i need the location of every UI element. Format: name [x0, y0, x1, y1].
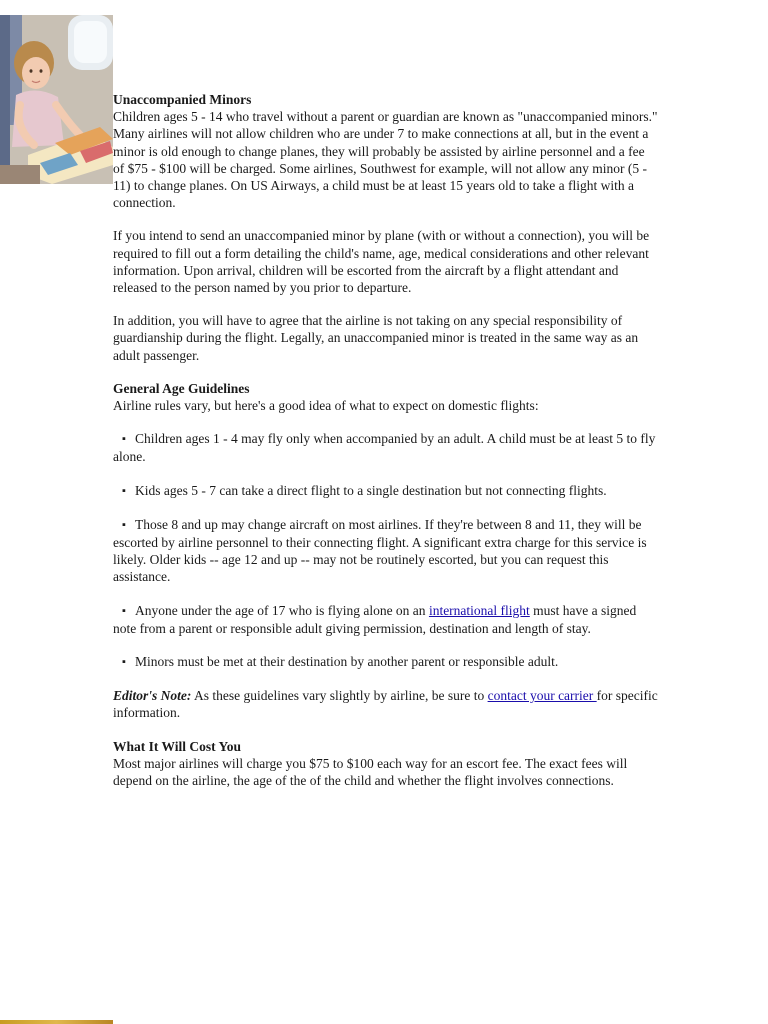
list-item — [113, 430, 658, 465]
heading-cost: What It Will Cost You — [113, 738, 242, 754]
heading-general-age-guidelines: General Age Guidelines — [113, 380, 250, 396]
bullet-icon: ▪ — [122, 484, 126, 497]
bullet-icon: ▪ — [122, 656, 126, 669]
bullet-text: Kids ages 5 - 7 can take a direct flight to a single destination but not connecting flights. — [135, 482, 607, 498]
bullet-text: Anyone under the age of 17 who is flying alone on an — [135, 602, 429, 618]
editors-note-label: Editor's Note: — [113, 688, 192, 704]
guidelines-intro: Airline rules vary, but here's a good idea of what to expect on domestic flights: — [113, 398, 539, 414]
heading-unaccompanied-minors: Unaccompanied Minors — [113, 92, 252, 107]
bullet-text: must have a signed note from a parent or responsible adult giving permission, destination and length of stay. — [113, 602, 637, 636]
paragraph-guardianship: In addition, you will have to agree that the airline is not taking on any special responsibility of guardianship during the flight. Legally, an unaccompanied minor is treated in the same way as an adult passenger. — [113, 313, 639, 363]
editors-note-text-end: for specific information. — [113, 688, 658, 721]
list-item — [113, 653, 658, 671]
paragraph-intro: Children ages 5 - 14 who travel without a parent or guardian are known as "unaccompanied minors." Many airlines will not allow children who are under 7 to make connections at all, but in the event a minor is old enough to change planes, they will probably be assisted by airline personnel and a fee of $75 - $100 will be charged. Some airlines, Southwest for example, will not allow any minor (5 - 11) to change planes. On US Airways, a child must be at least 15 years old to take a flight with a connection. — [113, 109, 658, 211]
bottom-decoration-strip — [0, 1020, 113, 1024]
bullet-icon: ▪ — [122, 518, 126, 531]
paragraph-form-requirements: If you intend to send an unaccompanied minor by plane (with or without a connection), you will be required to fill out a form detailing the child's name, age, medical considerations and other relevant information. Upon arrival, children will be escorted from the aircraft by a flight attendant and released to the person named by you prior to departure. — [113, 228, 650, 296]
bullet-text: Minors must be met at their destination by another parent or responsible adult. — [135, 654, 559, 670]
section-general-age-guidelines — [113, 380, 658, 414]
international-flight-link[interactable]: international flight — [428, 602, 530, 618]
section-unaccompanied-minors — [113, 91, 658, 211]
list-item — [113, 516, 658, 586]
contact-carrier-link[interactable]: contact your carrier — [487, 688, 597, 704]
article-content — [113, 91, 658, 805]
bullet-icon: ▪ — [122, 433, 126, 446]
section-cost — [113, 738, 658, 790]
editors-note — [113, 687, 658, 721]
bullet-icon: ▪ — [122, 604, 126, 617]
child-photo — [0, 15, 113, 184]
paragraph-cost: Most major airlines will charge you $75 to $100 each way for an escort fee. The exact fees will depend on the airline, the age of the of the child and whether the flight involves connections. — [113, 755, 628, 789]
bullet-text: Children ages 1 - 4 may fly only when accompanied by an adult. A child must be at least 5 to fly alone. — [113, 431, 656, 465]
list-item — [113, 482, 658, 500]
bullet-text: Those 8 and up may change aircraft on most airlines. If they're between 8 and 11, they will be escorted by airline personnel to their connecting flight. A significant extra charge for this service is likely. Older kids -- age 12 and up -- may not be routinely escorted, but you can request this assistance. — [113, 516, 647, 585]
editors-note-text: As these guidelines vary slightly by airline, be sure to — [191, 688, 488, 704]
list-item — [113, 602, 658, 637]
